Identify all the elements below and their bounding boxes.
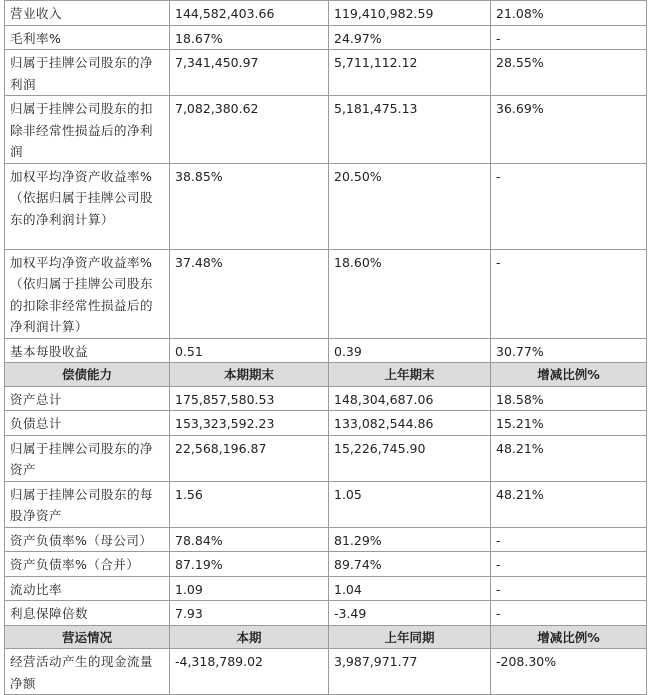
change-percent-value: -	[491, 163, 647, 249]
table-row	[5, 435, 647, 481]
row-label: 归属于挂牌公司股东的净利润	[5, 50, 170, 96]
change-percent-value: -	[491, 601, 647, 626]
change-percent-value: 28.55%	[491, 50, 647, 96]
row-label: 资产负债率%（合并）	[5, 552, 170, 577]
change-percent-value: 36.69%	[491, 96, 647, 164]
current-period-value: 7.93	[170, 601, 329, 626]
change-percent-value: -208.30%	[491, 649, 647, 695]
row-label: 加权平均净资产收益率%（依据归属于挂牌公司股东的净利润计算）	[5, 163, 170, 249]
row-label: 归属于挂牌公司股东的净资产	[5, 435, 170, 481]
section-header-row	[5, 363, 647, 387]
current-period-value: 87.19%	[170, 552, 329, 577]
column-header: 本期	[170, 625, 329, 649]
prior-period-value: 15,226,745.90	[329, 435, 491, 481]
change-percent-value: 48.21%	[491, 435, 647, 481]
row-label: 毛利率%	[5, 25, 170, 50]
current-period-value: 38.85%	[170, 163, 329, 249]
table-row	[5, 411, 647, 436]
change-percent-value: -	[491, 552, 647, 577]
prior-period-value: 18.60%	[329, 249, 491, 338]
change-percent-value: 18.58%	[491, 386, 647, 411]
current-period-value: 22,568,196.87	[170, 435, 329, 481]
row-label: 流动比率	[5, 576, 170, 601]
change-percent-value: -	[491, 249, 647, 338]
current-period-value: -4,318,789.02	[170, 649, 329, 695]
column-header: 增减比例%	[491, 363, 647, 387]
change-percent-value: 30.77%	[491, 338, 647, 363]
table-row	[5, 576, 647, 601]
current-period-value: 7,082,380.62	[170, 96, 329, 164]
financial-summary-table	[4, 0, 647, 695]
table-row	[5, 386, 647, 411]
current-period-value: 37.48%	[170, 249, 329, 338]
prior-period-value: 20.50%	[329, 163, 491, 249]
row-label: 加权平均净资产收益率%（依归属于挂牌公司股东的扣除非经常性损益后的净利润计算）	[5, 249, 170, 338]
prior-period-value: 89.74%	[329, 552, 491, 577]
table-row	[5, 163, 647, 249]
current-period-value: 153,323,592.23	[170, 411, 329, 436]
prior-period-value: 133,082,544.86	[329, 411, 491, 436]
section-title: 营运情况	[5, 625, 170, 649]
prior-period-value: 81.29%	[329, 527, 491, 552]
prior-period-value: -3.49	[329, 601, 491, 626]
current-period-value: 144,582,403.66	[170, 1, 329, 26]
change-percent-value: 48.21%	[491, 481, 647, 527]
prior-period-value: 3,987,971.77	[329, 649, 491, 695]
section-header-row	[5, 625, 647, 649]
row-label: 基本每股收益	[5, 338, 170, 363]
current-period-value: 18.67%	[170, 25, 329, 50]
row-label: 归属于挂牌公司股东的每股净资产	[5, 481, 170, 527]
table-row	[5, 96, 647, 164]
column-header: 本期期末	[170, 363, 329, 387]
prior-period-value: 119,410,982.59	[329, 1, 491, 26]
change-percent-value: -	[491, 527, 647, 552]
current-period-value: 78.84%	[170, 527, 329, 552]
table-row	[5, 552, 647, 577]
table-row	[5, 249, 647, 338]
row-label: 经营活动产生的现金流量净额	[5, 649, 170, 695]
prior-period-value: 1.04	[329, 576, 491, 601]
current-period-value: 1.56	[170, 481, 329, 527]
section-title: 偿债能力	[5, 363, 170, 387]
column-header: 增减比例%	[491, 625, 647, 649]
table-row	[5, 601, 647, 626]
current-period-value: 7,341,450.97	[170, 50, 329, 96]
change-percent-value: -	[491, 25, 647, 50]
row-label: 利息保障倍数	[5, 601, 170, 626]
change-percent-value: 21.08%	[491, 1, 647, 26]
change-percent-value: -	[491, 576, 647, 601]
row-label: 资产总计	[5, 386, 170, 411]
current-period-value: 175,857,580.53	[170, 386, 329, 411]
prior-period-value: 148,304,687.06	[329, 386, 491, 411]
column-header: 上年同期	[329, 625, 491, 649]
column-header: 上年期末	[329, 363, 491, 387]
change-percent-value: 15.21%	[491, 411, 647, 436]
row-label: 营业收入	[5, 1, 170, 26]
table-row	[5, 649, 647, 695]
prior-period-value: 24.97%	[329, 25, 491, 50]
prior-period-value: 5,181,475.13	[329, 96, 491, 164]
table-row	[5, 338, 647, 363]
table-row	[5, 50, 647, 96]
prior-period-value: 0.39	[329, 338, 491, 363]
table-row	[5, 1, 647, 26]
table-row	[5, 527, 647, 552]
table-row	[5, 25, 647, 50]
row-label: 归属于挂牌公司股东的扣除非经常性损益后的净利润	[5, 96, 170, 164]
prior-period-value: 5,711,112.12	[329, 50, 491, 96]
current-period-value: 0.51	[170, 338, 329, 363]
table-row	[5, 481, 647, 527]
row-label: 资产负债率%（母公司）	[5, 527, 170, 552]
prior-period-value: 1.05	[329, 481, 491, 527]
row-label: 负债总计	[5, 411, 170, 436]
current-period-value: 1.09	[170, 576, 329, 601]
